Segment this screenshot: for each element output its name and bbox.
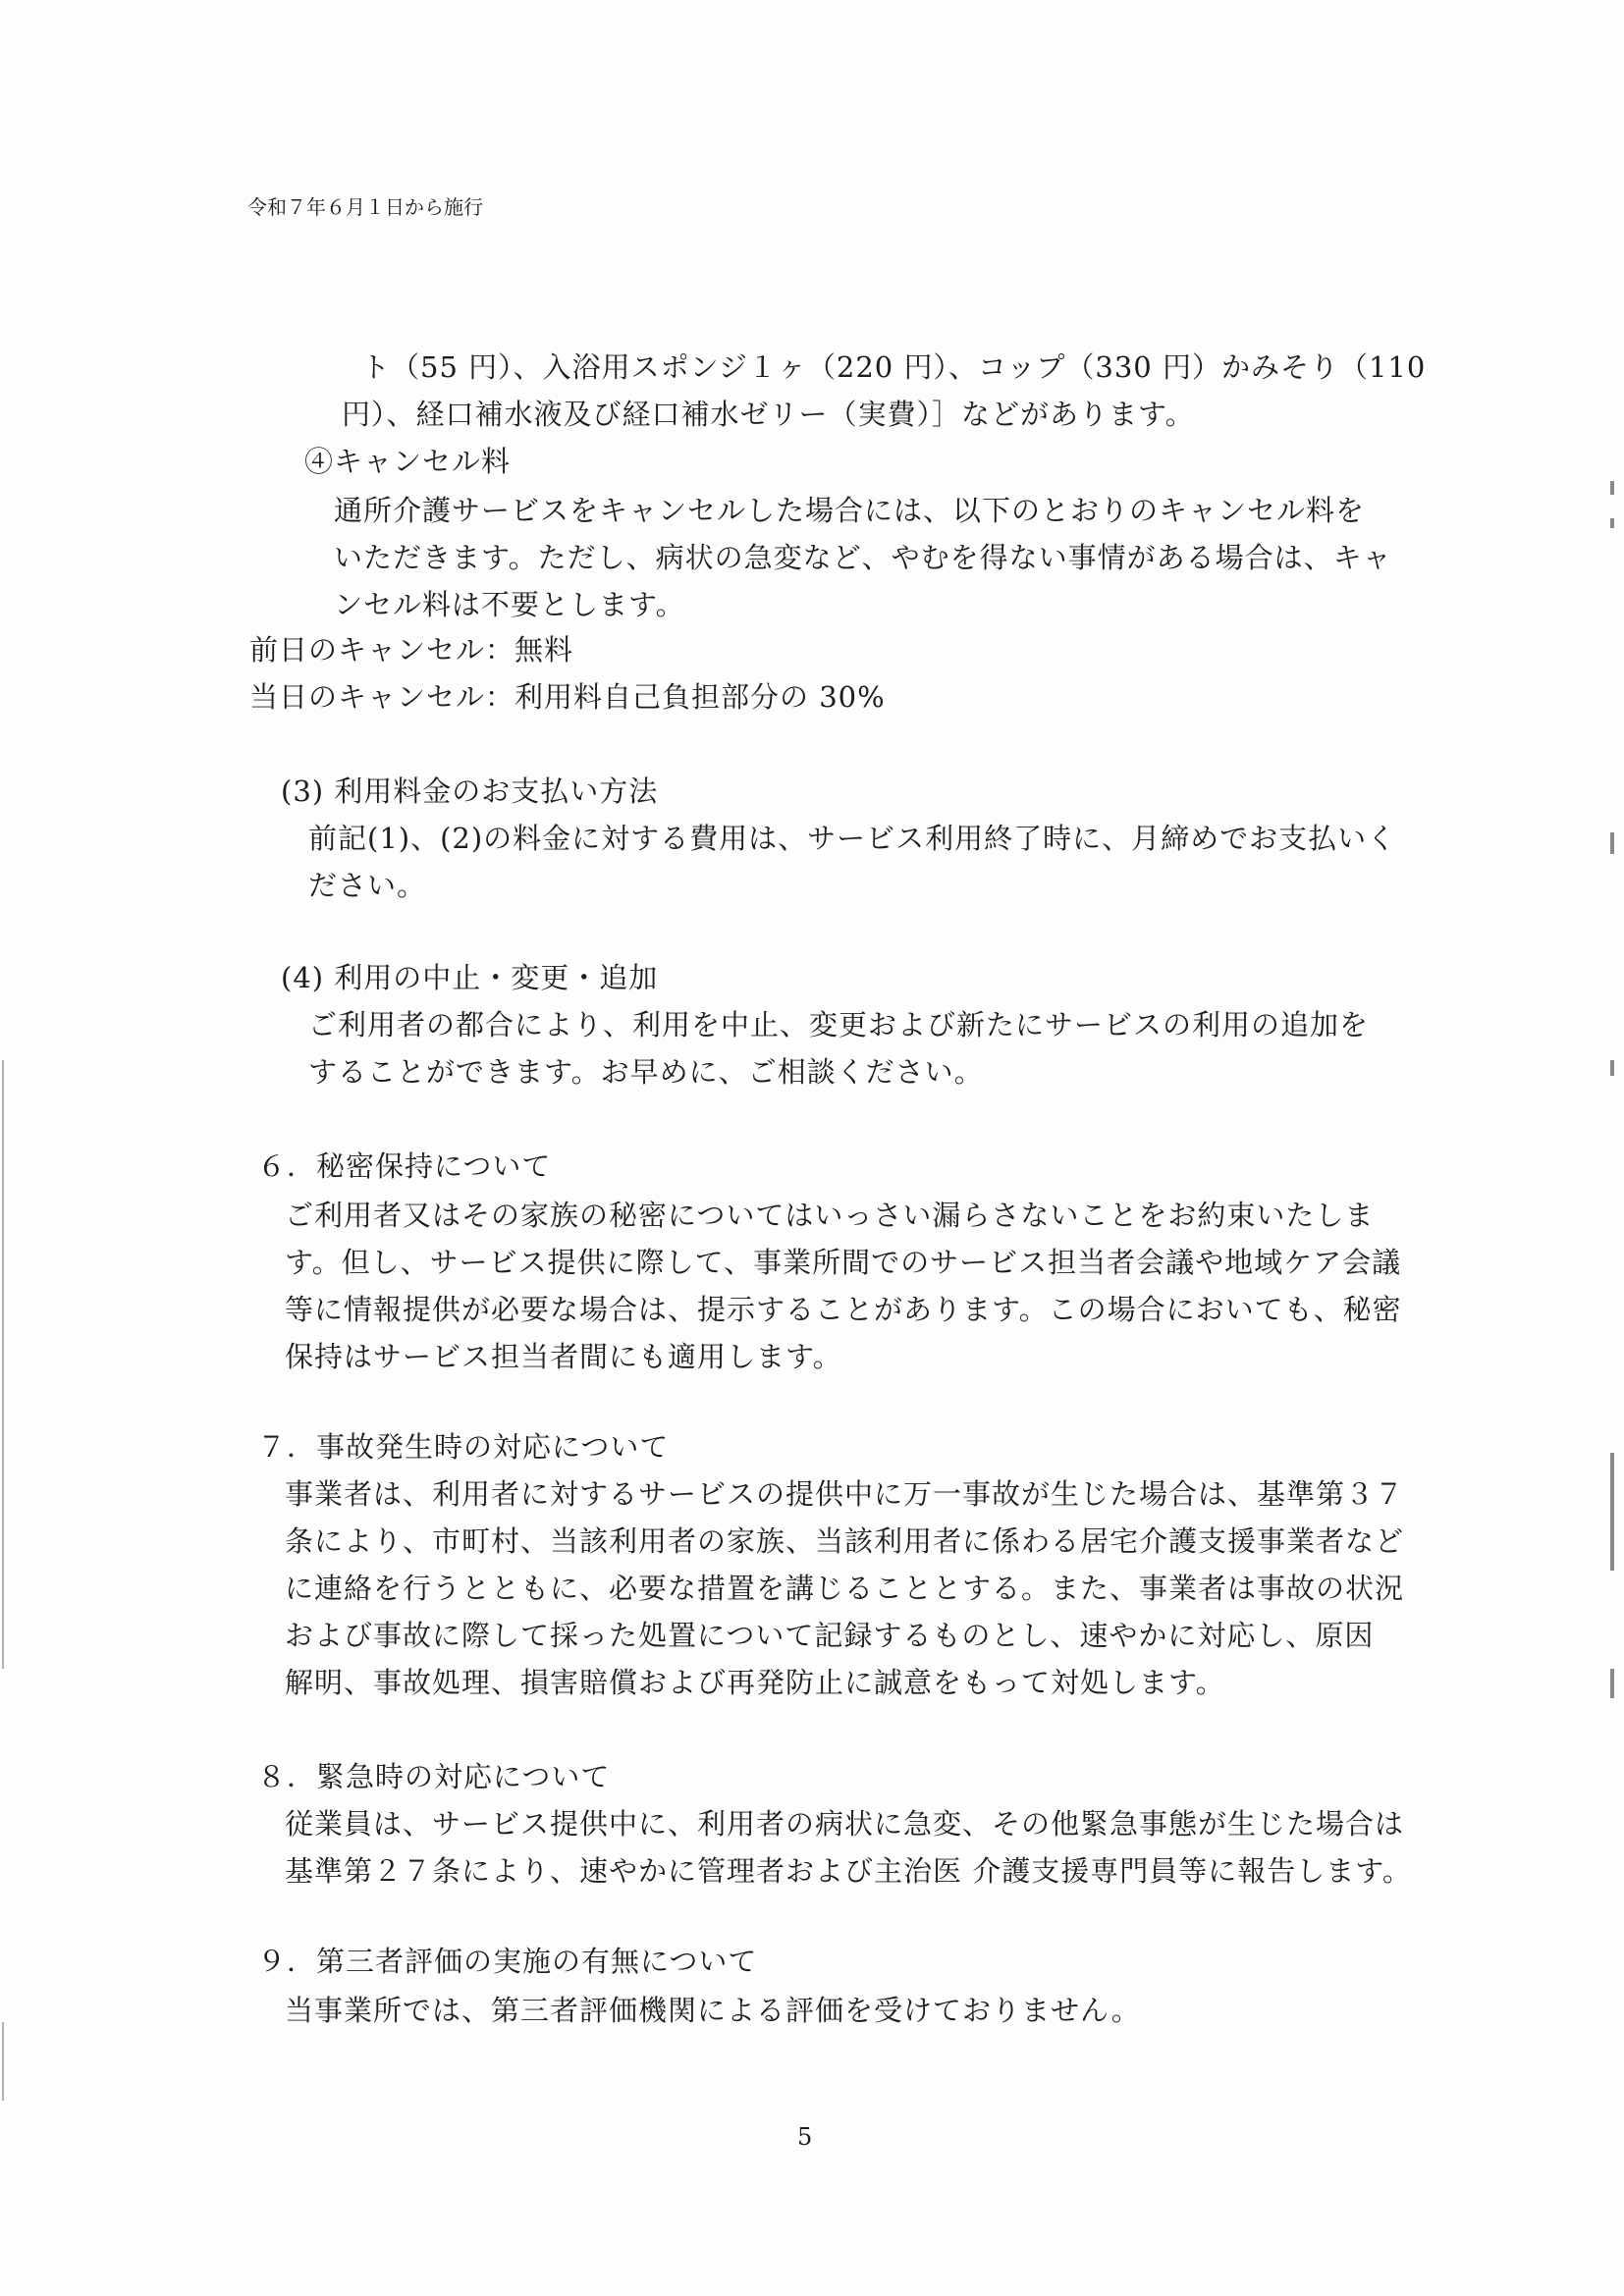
scan-edge-mark [2, 2022, 4, 2101]
accident-line-2: 条により、市町村、当該利用者の家族、当該利用者に係わる居宅介護支援事業者など [285, 1524, 1405, 1558]
cancellation-line-3: ンセル料は不要とします。 [334, 588, 685, 621]
confidentiality-line-4: 保持はサービス担当者間にも適用します。 [285, 1340, 842, 1373]
accident-line-5: 解明、事故処理、損害賠償および再発防止に誠意をもって対処します。 [285, 1666, 1225, 1699]
accident-line-1: 事業者は、利用者に対するサービスの提供中に万一事故が生じた場合は、基準第３７ [285, 1477, 1405, 1511]
accident-line-4: および事故に際して採った処置について記録するものとし、速やかに対応し、原因 [285, 1619, 1375, 1652]
cancellation-same-day: 当日のキャンセル：利用料自己負担部分の 30% [249, 680, 886, 714]
cancellation-line-1: 通所介護サービスをキャンセルした場合には、以下のとおりのキャンセル料を [334, 494, 1366, 527]
scan-edge-mark [1610, 1060, 1614, 1076]
emergency-line-2: 基準第２７条により、速やかに管理者および主治医 介護支援専門員等に報告します。 [285, 1854, 1412, 1888]
scan-edge-mark [1610, 1669, 1614, 1698]
payment-heading: (3) 利用料金のお支払い方法 [281, 774, 659, 808]
accident-line-3: に連絡を行うとともに、必要な措置を講じることとする。また、事業者は事故の状況 [285, 1572, 1405, 1605]
change-heading: (4) 利用の中止・変更・追加 [281, 961, 659, 994]
third-party-line-1: 当事業所では、第三者評価機関による評価を受けておりません。 [285, 1994, 1141, 2027]
scan-edge-mark [1610, 518, 1614, 528]
page-number: 5 [797, 2123, 813, 2151]
fees-line-2: 円）、経口補水液及び経口補水ゼリー（実費）］などがあります。 [342, 398, 1195, 431]
confidentiality-heading: ６．秘密保持について [257, 1149, 552, 1183]
effective-date: 令和７年６月１日から施行 [247, 195, 483, 219]
emergency-line-1: 従業員は、サービス提供中に、利用者の病状に急変、その他緊急事態が生じた場合は [285, 1807, 1405, 1841]
scan-edge-mark [2, 1060, 4, 1669]
change-line-2: することができます。お早めに、ご相談ください。 [308, 1055, 984, 1089]
confidentiality-line-1: ご利用者又はその家族の秘密についてはいっさい漏らさないことをお約束いたしま [285, 1199, 1375, 1232]
cancellation-heading: ④キャンセル料 [304, 445, 512, 478]
scan-edge-mark [1610, 481, 1614, 495]
scan-edge-mark [1610, 1453, 1614, 1571]
change-line-1: ご利用者の都合により、利用を中止、変更および新たにサービスの利用の追加を [308, 1008, 1370, 1041]
confidentiality-line-3: 等に情報提供が必要な場合は、提示することがあります。この場合においても、秘密 [285, 1293, 1402, 1326]
fees-line-1: ト（55 円）、入浴用スポンジ１ヶ（220 円）、コップ（330 円）かみそり（110 [361, 350, 1427, 384]
confidentiality-line-2: す。但し、サービス提供に際して、事業所間でのサービス担当者会議や地域ケア会議 [285, 1246, 1402, 1279]
emergency-heading: ８．緊急時の対応について [257, 1760, 611, 1793]
scan-edge-mark [1610, 832, 1614, 854]
payment-line-2: ださい。 [308, 869, 427, 902]
third-party-heading: ９．第三者評価の実施の有無について [257, 1945, 758, 1978]
payment-line-1: 前記(1)、(2)の料金に対する費用は、サービス利用終了時に、月締めでお支払いく [308, 822, 1397, 855]
accident-heading: ７．事故発生時の対応について [257, 1430, 670, 1464]
cancellation-line-2: いただきます。ただし、病状の急変など、やむを得ない事情がある場合は、キャ [334, 541, 1392, 574]
cancellation-previous-day: 前日のキャンセル：無料 [249, 633, 574, 667]
